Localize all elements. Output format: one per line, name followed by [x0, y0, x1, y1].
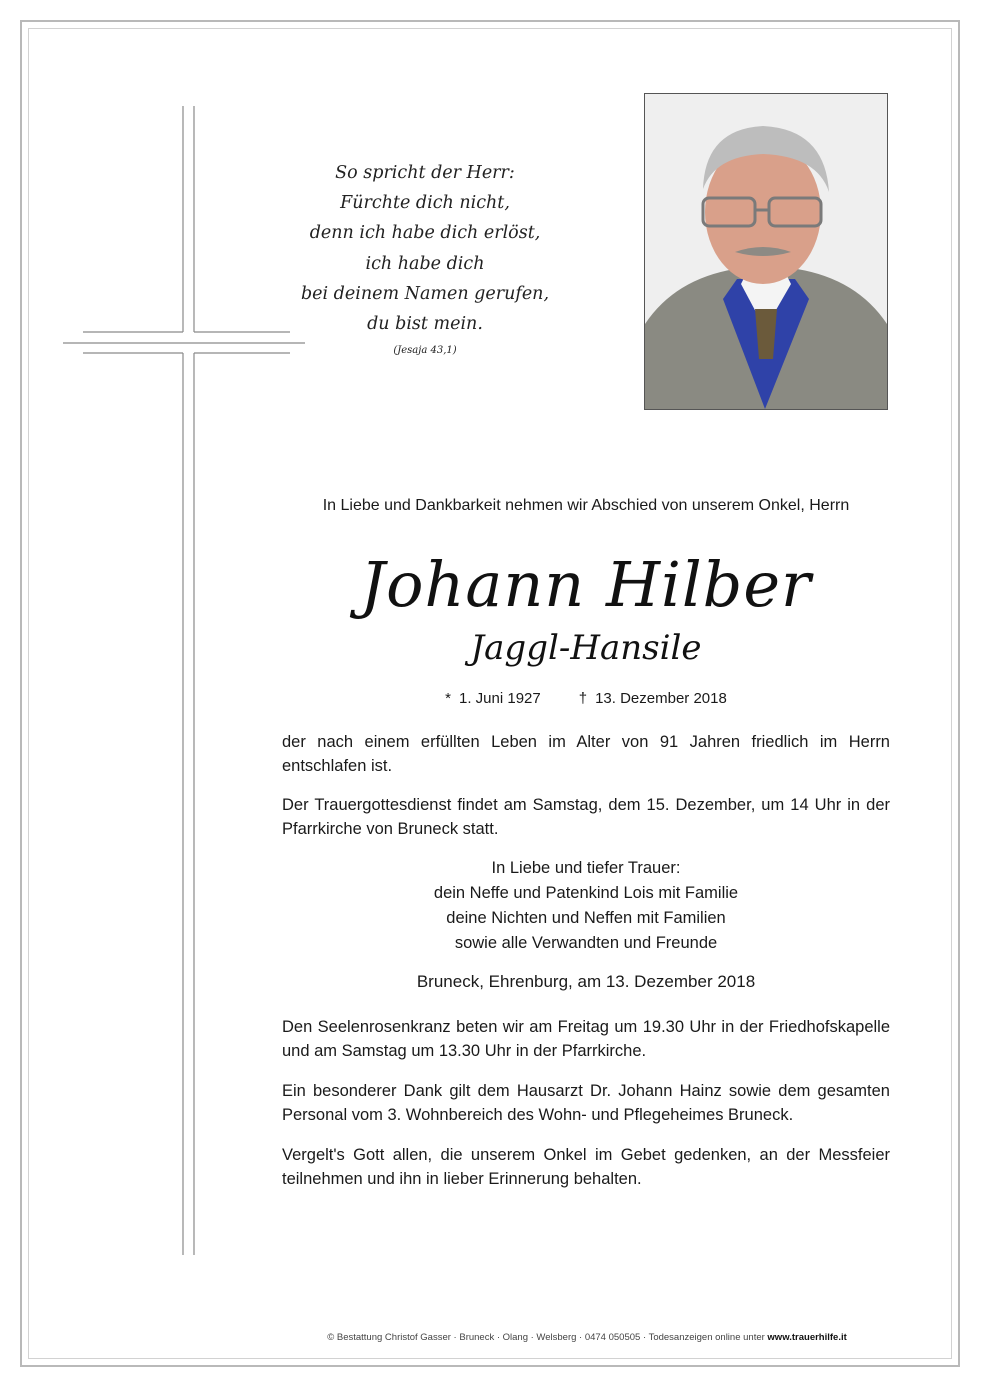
verse-line: ich habe dich [365, 253, 485, 274]
birth-symbol: * [445, 690, 451, 707]
verse-line: Fürchte dich nicht, [340, 193, 510, 214]
paragraph-life: der nach einem erfüllten Leben im Alter von 91 Jahren friedlich im Herrn entschlafen ist. [282, 733, 890, 775]
signers-line: In Liebe und tiefer Trauer: [491, 859, 681, 877]
footer [282, 1332, 892, 1343]
verse-line: denn ich habe dich erlöst, [309, 223, 541, 244]
signers-line: sowie alle Verwandten und Freunde [454, 934, 718, 952]
portrait-photo [644, 93, 888, 410]
paragraph-funeral: Der Trauergottesdienst findet am Samstag, dem 15. Dezember, um 14 Uhr in der Pfarrkirche von Bruneck statt. [282, 796, 890, 838]
signers-line: deine Nichten und Neffen mit Familien [446, 909, 726, 927]
verse-line: So spricht der Herr: [335, 163, 515, 183]
deceased-nickname: Jaggl-Hansile [470, 628, 702, 668]
place-date: Bruneck, Ehrenburg, am 13. Dezember 2018 [416, 972, 756, 991]
footer-link[interactable]: www.trauerhilfe.it [767, 1332, 847, 1343]
death-symbol: † [578, 690, 588, 707]
deceased-name: Johann Hilber [360, 548, 812, 621]
verse-line: du bist mein. [367, 314, 483, 335]
verse-line: bei deinem Namen gerufen, [300, 283, 550, 304]
bible-verse [300, 158, 550, 359]
paragraph-closing: Vergelt's Gott allen, die unserem Onkel im Gebet gedenken, an der Messfeier teilnehmen und ihn in lieber Erinnerung behalten. [282, 1146, 890, 1188]
signers-line: dein Neffe und Patenkind Lois mit Familie [433, 884, 739, 902]
verse-reference: (Jesaja 43,1) [393, 345, 457, 357]
death-date: 13. Dezember 2018 [595, 690, 727, 707]
signers-block [282, 856, 890, 956]
life-dates [282, 690, 890, 707]
paragraph-thanks: Ein besonderer Dank gilt dem Hausarzt Dr. Johann Hainz sowie dem gesamten Personal vom 3. Wohnbereich des Wohn- und Pflegeheimes Bruneck. [282, 1082, 890, 1124]
footer-text: © Bestattung Christof Gasser · Bruneck · Olang · Welsberg · 0474 050505 · Todesanzeigen online unter [327, 1332, 765, 1343]
birth-date: 1. Juni 1927 [459, 690, 541, 707]
cross-icon [0, 0, 320, 1270]
paragraph-rosary: Den Seelenrosenkranz beten wir am Freitag um 19.30 Uhr in der Friedhofskapelle und am Samstag um 13.30 Uhr in der Pfarrkirche. [282, 1018, 890, 1060]
intro-text: In Liebe und Dankbarkeit nehmen wir Abschied von unserem Onkel, Herrn [322, 497, 850, 514]
portrait-illustration [645, 94, 887, 409]
